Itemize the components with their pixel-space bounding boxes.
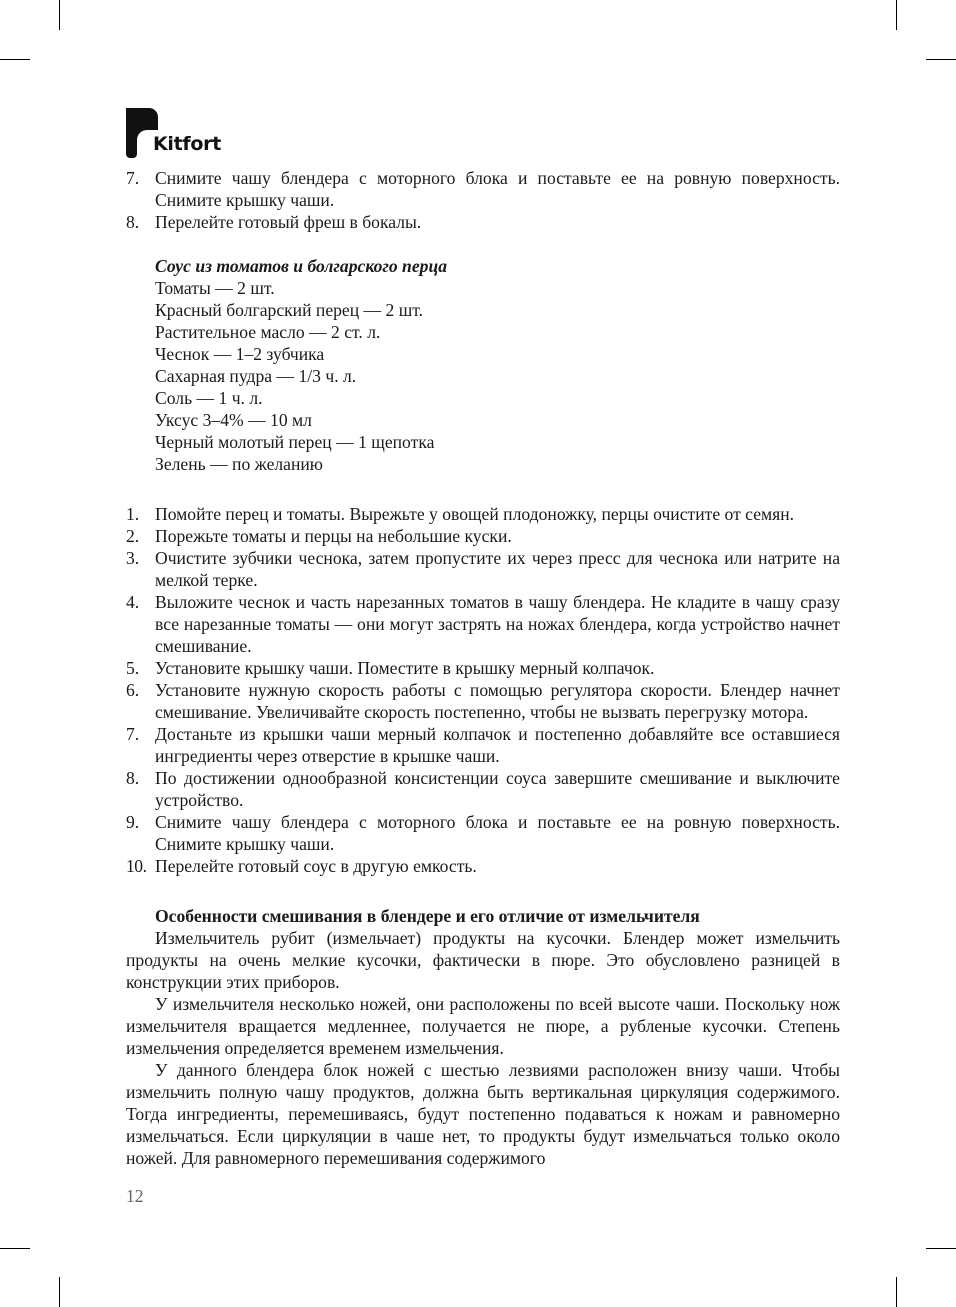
crop-mark bbox=[0, 1248, 30, 1249]
brand-name: Kitfort bbox=[153, 133, 221, 155]
ingredient: Красный болгарский перец — 2 шт. bbox=[155, 300, 424, 320]
section-title: Особенности смешивания в блендере и его отличие от измельчителя bbox=[155, 906, 700, 926]
list-item: 2. Порежьте томаты и перцы на небольшие куски. bbox=[126, 526, 512, 546]
crop-mark bbox=[926, 1248, 956, 1249]
paragraph: У данного блендера блок ножей с шестью лезвиями расположен внизу чаши. Чтобы измельчить полную чашу продуктов, должна быть вертикальная циркуляция содержимого. Тогда ингредиенты, перемешиваясь, будут постепенно подаваться к ножам и равномерно измельчаться. Если циркуляции в чаше нет, то продукты будут измельчаться только около ножей. Для равномерного перемешивания содержимого bbox=[126, 1060, 840, 1168]
list-item: 5. Установите крышку чаши. Поместите в крышку мерный колпачок. bbox=[126, 658, 655, 678]
recipe-block bbox=[126, 255, 840, 475]
list-item: 6. Установите нужную скорость работы с помощью регулятора скорости. Блендер начнет смешивание. Увеличивайте скорость постепенно, чтобы не вызвать перегрузку мотора. bbox=[126, 680, 840, 722]
paragraph: Измельчитель рубит (измельчает) продукты на кусочки. Блендер может измельчить продукты на очень мелкие кусочки, фактически в пюре. Это обусловлено разницей в конструкции этих приборов. bbox=[126, 928, 840, 992]
ingredient: Сахарная пудра — 1/3 ч. л. bbox=[155, 366, 357, 386]
steps-list bbox=[126, 503, 840, 877]
top-list bbox=[126, 167, 840, 233]
crop-mark bbox=[896, 1277, 897, 1307]
list-item: 9. Снимите чашу блендера с моторного блока и поставьте ее на ровную поверхность. Снимите крышку чаши. bbox=[126, 812, 840, 854]
page-content bbox=[126, 167, 840, 1169]
list-item: 10. Перелейте готовый соус в другую емкость. bbox=[126, 856, 477, 876]
list-item: 3. Очистите зубчики чеснока, затем пропустите их через пресс для чеснока или натрите на мелкой терке. bbox=[126, 548, 840, 590]
ingredient: Черный молотый перец — 1 щепотка bbox=[155, 432, 435, 452]
crop-mark bbox=[0, 59, 30, 60]
ingredient: Зелень — по желанию bbox=[155, 454, 323, 474]
recipe-title: Соус из томатов и болгарского перца bbox=[155, 256, 448, 276]
paragraph: У измельчителя несколько ножей, они расположены по всей высоте чаши. Поскольку нож измельчителя вращается медленнее, получается не пюре, а рубленые кусочки. Степень измельчения определяется временем измельчения. bbox=[126, 994, 840, 1058]
list-item: 7. Достаньте из крышки чаши мерный колпачок и постепенно добавляйте все оставшиеся ингредиенты через отверстие в крышке чаши. bbox=[126, 724, 840, 766]
page-number: 12 bbox=[126, 1186, 144, 1206]
list-item: 1. Помойте перец и томаты. Вырежьте у овощей плодоножку, перцы очистите от семян. bbox=[126, 504, 795, 524]
list-item: 4. Выложите чеснок и часть нарезанных томатов в чашу блендера. Не кладите в чашу сразу все нарезанные томаты — они могут застрять на ножах блендера, когда устройство начнет смешивание. bbox=[126, 592, 840, 656]
ingredient: Уксус 3–4% — 10 мл bbox=[155, 410, 312, 430]
list-item: 8. Перелейте готовый фреш в бокалы. bbox=[126, 212, 422, 232]
ingredient: Соль — 1 ч. л. bbox=[155, 388, 263, 408]
brand-logo bbox=[126, 108, 236, 158]
ingredient: Растительное масло — 2 ст. л. bbox=[155, 322, 381, 342]
crop-mark bbox=[896, 0, 897, 30]
list-item: 8. По достижении однообразной консистенции соуса завершите смешивание и выключите устройство. bbox=[126, 768, 840, 810]
ingredient: Чеснок — 1–2 зубчика bbox=[155, 344, 325, 364]
ingredient: Томаты — 2 шт. bbox=[155, 278, 275, 298]
crop-mark bbox=[926, 59, 956, 60]
crop-mark bbox=[59, 1277, 60, 1307]
list-item: 7. Снимите чашу блендера с моторного блока и поставьте ее на ровную поверхность. Снимите крышку чаши. bbox=[126, 168, 840, 210]
crop-mark bbox=[59, 0, 60, 30]
